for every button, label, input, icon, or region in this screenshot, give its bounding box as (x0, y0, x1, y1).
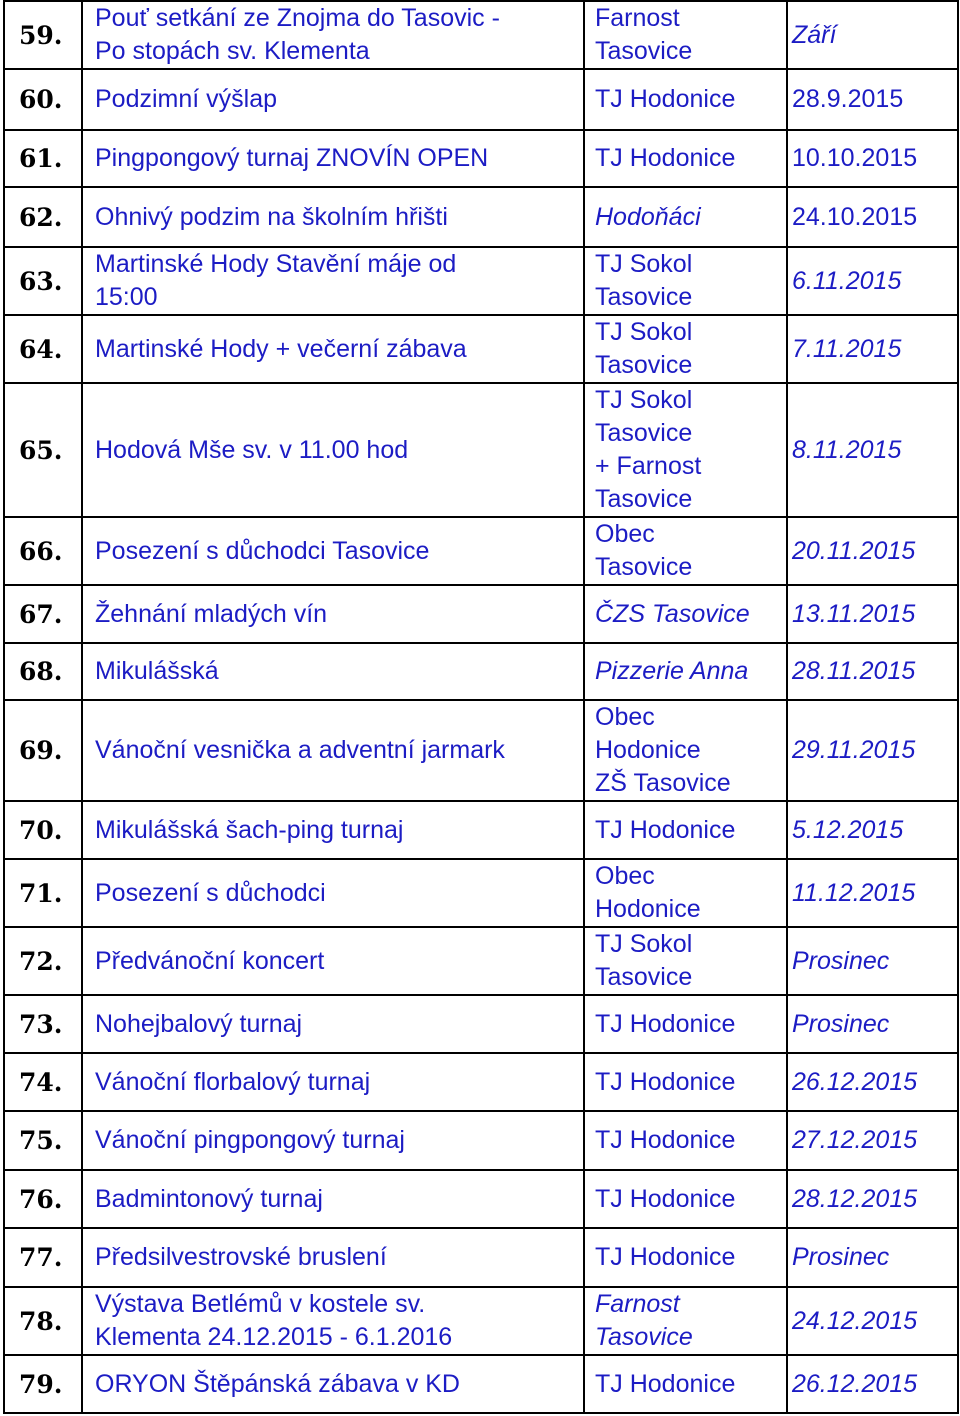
event-organizer-line: Tasovice (595, 419, 693, 447)
event-date: 28.9.2015 (787, 69, 958, 130)
event-name (82, 187, 584, 247)
table-row (4, 700, 958, 801)
event-number: 66. (4, 517, 82, 585)
event-name (82, 585, 584, 643)
event-organizer-line: TJ Sokol (595, 250, 693, 278)
event-name-line: Hodová Mše sv. v 11.00 hod (95, 435, 409, 464)
event-organizer (584, 187, 787, 247)
event-number: 74. (4, 1053, 82, 1111)
event-name-line: Pingpongový turnaj ZNOVÍN OPEN (95, 144, 489, 172)
event-organizer-line: TJ Hodonice (595, 815, 736, 844)
event-number: 64. (4, 315, 82, 383)
event-name-line: Pouť setkání ze Znojma do Tasovic - (95, 4, 500, 32)
event-organizer (584, 927, 787, 995)
event-number: 70. (4, 801, 82, 859)
event-number: 75. (4, 1111, 82, 1170)
table-row (4, 801, 958, 859)
event-name-line: Po stopách sv. Klementa (95, 37, 370, 65)
event-organizer (584, 859, 787, 927)
table-row (4, 517, 958, 585)
event-name-line: Mikulášská šach-ping turnaj (95, 815, 404, 844)
event-date: Prosinec (787, 927, 958, 995)
event-number: 72. (4, 927, 82, 995)
table-row (4, 1228, 958, 1287)
table-row (4, 315, 958, 383)
event-organizer (584, 383, 787, 517)
event-organizer (584, 1170, 787, 1228)
event-number: 77. (4, 1228, 82, 1287)
event-organizer (584, 1053, 787, 1111)
event-organizer-line: ZŠ Tasovice (595, 769, 731, 797)
event-organizer-line: Farnost (595, 4, 680, 32)
table-row (4, 995, 958, 1053)
event-date: 26.12.2015 (787, 1355, 958, 1413)
event-organizer-line: Tasovice (595, 553, 693, 581)
table-row (4, 1, 958, 69)
event-table-body (4, 1, 958, 1413)
event-name (82, 927, 584, 995)
event-organizer-line: TJ Hodonice (595, 1126, 736, 1154)
event-name-line: Vánoční florbalový turnaj (95, 1067, 371, 1096)
event-organizer (584, 1111, 787, 1170)
event-number: 61. (4, 130, 82, 187)
table-row (4, 187, 958, 247)
event-organizer-line: TJ Sokol (595, 386, 693, 414)
event-number: 59. (4, 1, 82, 69)
event-organizer (584, 1287, 787, 1355)
event-date: Září (787, 1, 958, 69)
table-row (4, 1170, 958, 1228)
event-organizer (584, 643, 787, 700)
event-organizer (584, 801, 787, 859)
event-date: 8.11.2015 (787, 383, 958, 517)
event-name (82, 1355, 584, 1413)
event-name (82, 383, 584, 517)
event-organizer-line: Tasovice (595, 1323, 693, 1351)
event-table (3, 0, 959, 1414)
table-row (4, 1355, 958, 1413)
table-row (4, 130, 958, 187)
event-name (82, 995, 584, 1053)
event-name-line: Badmintonový turnaj (95, 1184, 323, 1213)
table-row (4, 1053, 958, 1111)
event-name-line: 15:00 (95, 283, 158, 311)
event-date: 28.11.2015 (787, 643, 958, 700)
table-row (4, 247, 958, 315)
event-organizer (584, 517, 787, 585)
event-organizer-line: Tasovice (595, 963, 693, 991)
event-organizer-line: TJ Hodonice (595, 1067, 736, 1096)
event-organizer-line: TJ Hodonice (595, 85, 736, 113)
event-organizer-line: TJ Sokol (595, 930, 693, 958)
event-name-line: Žehnání mladých vín (95, 599, 328, 628)
event-organizer-line: Tasovice (595, 283, 693, 311)
event-name-line: Posezení s důchodci Tasovice (95, 536, 430, 565)
event-number: 62. (4, 187, 82, 247)
event-organizer (584, 69, 787, 130)
event-organizer-line: Tasovice (595, 485, 693, 513)
event-name-line: Mikulášská (95, 657, 219, 685)
event-name (82, 1111, 584, 1170)
event-date: 10.10.2015 (787, 130, 958, 187)
event-name-line: ORYON Štěpánská zábava v KD (95, 1369, 460, 1398)
event-organizer (584, 1, 787, 69)
event-date: 27.12.2015 (787, 1111, 958, 1170)
event-number: 67. (4, 585, 82, 643)
event-name-line: Nohejbalový turnaj (95, 1009, 303, 1038)
event-name (82, 801, 584, 859)
event-number: 73. (4, 995, 82, 1053)
event-name-line: Vánoční pingpongový turnaj (95, 1126, 405, 1154)
event-name-line: Předsilvestrovské bruslení (95, 1243, 387, 1271)
event-organizer (584, 1228, 787, 1287)
event-name (82, 859, 584, 927)
event-name (82, 69, 584, 130)
event-organizer-line: Obec (595, 862, 655, 890)
event-name (82, 130, 584, 187)
event-name (82, 1170, 584, 1228)
event-organizer-line: TJ Hodonice (595, 1369, 736, 1398)
event-organizer (584, 130, 787, 187)
table-row (4, 859, 958, 927)
event-name (82, 247, 584, 315)
event-name-line: Klementa 24.12.2015 - 6.1.2016 (95, 1323, 453, 1351)
event-organizer-line: Hodoňáci (595, 202, 701, 231)
table-row (4, 69, 958, 130)
event-date: 5.12.2015 (787, 801, 958, 859)
event-organizer-line: TJ Hodonice (595, 144, 736, 172)
event-organizer (584, 247, 787, 315)
event-number: 60. (4, 69, 82, 130)
event-organizer-line: Hodonice (595, 736, 701, 764)
event-organizer-line: Tasovice (595, 37, 693, 65)
event-name (82, 700, 584, 801)
event-organizer-line: Obec (595, 520, 655, 548)
event-name-line: Vánoční vesnička a adventní jarmark (95, 736, 505, 764)
event-date: 29.11.2015 (787, 700, 958, 801)
event-name (82, 517, 584, 585)
event-name (82, 643, 584, 700)
event-number: 79. (4, 1355, 82, 1413)
event-name-line: Podzimní výšlap (95, 85, 278, 113)
event-organizer-line: TJ Hodonice (595, 1009, 736, 1038)
event-organizer-line: Obec (595, 703, 655, 731)
event-date: 24.12.2015 (787, 1287, 958, 1355)
event-number: 69. (4, 700, 82, 801)
event-number: 76. (4, 1170, 82, 1228)
event-date: 26.12.2015 (787, 1053, 958, 1111)
event-name-line: Předvánoční koncert (95, 946, 325, 975)
table-row (4, 1287, 958, 1355)
event-date: 24.10.2015 (787, 187, 958, 247)
event-organizer-line: Tasovice (595, 351, 693, 379)
table-row (4, 585, 958, 643)
event-date: Prosinec (787, 995, 958, 1053)
event-organizer-line: TJ Hodonice (595, 1184, 736, 1213)
event-date: 13.11.2015 (787, 585, 958, 643)
event-name (82, 1053, 584, 1111)
event-organizer (584, 995, 787, 1053)
event-organizer-line: + Farnost (595, 452, 702, 480)
event-name-line: Martinské Hody + večerní zábava (95, 334, 467, 363)
table-row (4, 383, 958, 517)
event-number: 63. (4, 247, 82, 315)
event-name (82, 1228, 584, 1287)
event-date: 11.12.2015 (787, 859, 958, 927)
event-organizer-line: TJ Sokol (595, 318, 693, 346)
event-organizer (584, 700, 787, 801)
event-date: 7.11.2015 (787, 315, 958, 383)
event-name-line: Posezení s důchodci (95, 878, 326, 907)
event-date: 28.12.2015 (787, 1170, 958, 1228)
event-name (82, 1, 584, 69)
event-organizer (584, 1355, 787, 1413)
event-organizer-line: ČZS Tasovice (595, 599, 750, 628)
table-row (4, 643, 958, 700)
event-date: 20.11.2015 (787, 517, 958, 585)
table-row (4, 1111, 958, 1170)
event-number: 65. (4, 383, 82, 517)
event-number: 78. (4, 1287, 82, 1355)
event-name (82, 315, 584, 383)
table-row (4, 927, 958, 995)
event-date: 6.11.2015 (787, 247, 958, 315)
event-name-line: Výstava Betlémů v kostele sv. (95, 1290, 426, 1318)
event-organizer (584, 315, 787, 383)
event-date: Prosinec (787, 1228, 958, 1287)
event-organizer-line: Farnost (595, 1290, 680, 1318)
event-organizer-line: TJ Hodonice (595, 1243, 736, 1271)
event-name-line: Martinské Hody Stavění máje od (95, 250, 457, 278)
event-name-line: Ohnivý podzim na školním hřišti (95, 202, 448, 231)
event-organizer-line: Pizzerie Anna (595, 657, 749, 685)
event-organizer (584, 585, 787, 643)
event-name (82, 1287, 584, 1355)
event-number: 68. (4, 643, 82, 700)
event-number: 71. (4, 859, 82, 927)
event-organizer-line: Hodonice (595, 895, 701, 923)
